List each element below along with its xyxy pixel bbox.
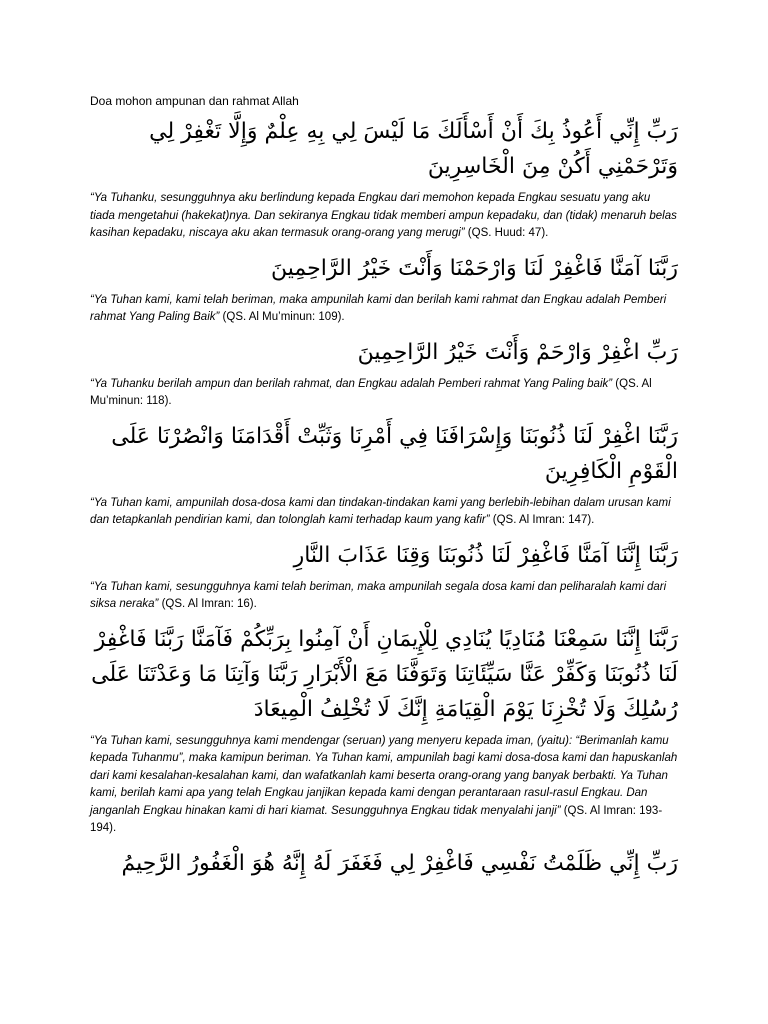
verse-reference: (QS. Al Imran: 147). — [489, 514, 595, 526]
verse-reference: (QS. Huud: 47). — [464, 227, 549, 239]
prayer-arabic-7: رَبِّ إِنِّي ظَلَمْتُ نَفْسِي فَاغْفِرْ لِي فَغَفَرَ لَهُ إِنَّهُ هُوَ الْغَفُورُ الرَّحِيمُ — [121, 850, 678, 876]
prayer-translation-2 — [90, 292, 678, 327]
translation-text: “Ya Tuhan kami, kami telah beriman, maka ampunilah kami dan berilah kami rahmat dan Engkau adalah Pemberi rahmat Yang Paling Baik” — [90, 293, 667, 323]
prayer-translation-4 — [90, 495, 678, 530]
verse-reference: (QS. Al Mu’minun: 109). — [219, 311, 345, 323]
prayer-arabic-2: رَبَّنَا آمَنَّا فَاغْفِرْ لَنَا وَارْحَمْنَا وَأَنْتَ خَيْرُ الرَّاحِمِينَ — [271, 255, 678, 281]
prayer-translation-1 — [90, 190, 678, 243]
prayer-arabic-5: رَبَّنَا إِنَّنَا آمَنَّا فَاغْفِرْ لَنَا ذُنُوبَنَا وَقِنَا عَذَابَ النَّارِ — [293, 542, 678, 568]
translation-text: “Ya Tuhan kami, sesungguhnya kami mendengar (seruan) yang menyeru kepada iman, (yaitu): “Berimanlah kamu kepada Tuhanmu”, maka kamipun beriman. Ya Tuhan kami, ampunilah bagi kami dosa-dosa kami dan hapuskanlah dari kami kesalahan-kesalahan kami, dan wafatkanlah kami beserta orang-orang yang banyak berbakti. Ya Tuhan kami, berilah kami apa yang telah Engkau janjikan kepada kami dengan perantaraan rasul-rasul Engkau. Dan janganlah Engkau hinakan kami di hari kiamat. Sesungguhnya Engkau tidak menyalahi janji” — [90, 734, 678, 817]
verse-reference: (QS. Al Mu’minun: 118). — [90, 377, 652, 407]
translation-text: “Ya Tuhanku berilah ampun dan berilah rahmat, dan Engkau adalah Pemberi rahmat Yang Paling baik” — [90, 377, 613, 390]
verse-reference: (QS. Al Imran: 193-194). — [90, 804, 663, 834]
document-page — [90, 92, 678, 881]
prayer-arabic-3: رَبِّ اغْفِرْ وَارْحَمْ وَأَنْتَ خَيْرُ الرَّاحِمِينَ — [357, 339, 678, 365]
translation-text: “Ya Tuhan kami, sesungguhnya kami telah beriman, maka ampunilah segala dosa kami dan peliharalah kami dari siksa neraka” — [90, 580, 667, 610]
translation-text: “Ya Tuhanku, sesungguhnya aku berlindung kepada Engkau dari memohon kepada Engkau sesuatu yang aku tiada mengetahui (hakekat)nya. Dan sekiranya Engkau tidak memberi ampun kepadaku, dan (tidak) menaruh belas kasihan kepadaku, niscaya aku akan termasuk orang-orang yang merugi” — [90, 192, 677, 239]
prayer-translation-6 — [90, 733, 678, 838]
verse-reference: (QS. Al Imran: 16). — [158, 598, 257, 610]
prayer-arabic-4: رَبَّنَا اغْفِرْ لَنَا ذُنُوبَنَا وَإِسْرَافَنَا فِي أَمْرِنَا وَثَبِّتْ أَقْدَامَنَا وَانْصُرْنَا عَلَى الْقَوْمِ الْكَافِرِينَ — [111, 423, 678, 484]
prayer-translation-3 — [90, 376, 678, 411]
document-heading: Doa mohon ampunan dan rahmat Allah — [90, 94, 299, 108]
prayer-arabic-1: رَبِّ إِنِّي أَعُوذُ بِكَ أَنْ أَسْأَلَكَ مَا لَيْسَ لِي بِهِ عِلْمٌ وَإِلَّا تَغْفِرْ لِي وَتَرْحَمْنِي أَكُنْ مِنَ الْخَاسِرِينَ — [149, 119, 678, 179]
prayer-arabic-6: رَبَّنَا إِنَّنَا سَمِعْنَا مُنَادِيًا يُنَادِي لِلْإِيمَانِ أَنْ آمِنُوا بِرَبِّكُمْ فَآمَنَّا رَبَّنَا فَاغْفِرْ لَنَا ذُنُوبَنَا وَكَفِّرْ عَنَّا سَيِّئَاتِنَا وَتَوَفَّنَا مَعَ الْأَبْرَارِ رَبَّنَا وَآتِنَا مَا وَعَدْتَنَا عَلَى رُسُلِكَ وَلَا تُخْزِنَا يَوْمَ الْقِيَامَةِ إِنَّكَ لَا تُخْلِفُ الْمِيعَادَ — [91, 626, 678, 722]
translation-text: “Ya Tuhan kami, ampunilah dosa-dosa kami dan tindakan-tindakan kami yang berlebih-lebihan dalam urusan kami dan tetapkanlah pendirian kami, dan tolonglah kami terhadap kaum yang kafir” — [90, 496, 671, 526]
prayer-translation-5 — [90, 579, 678, 614]
